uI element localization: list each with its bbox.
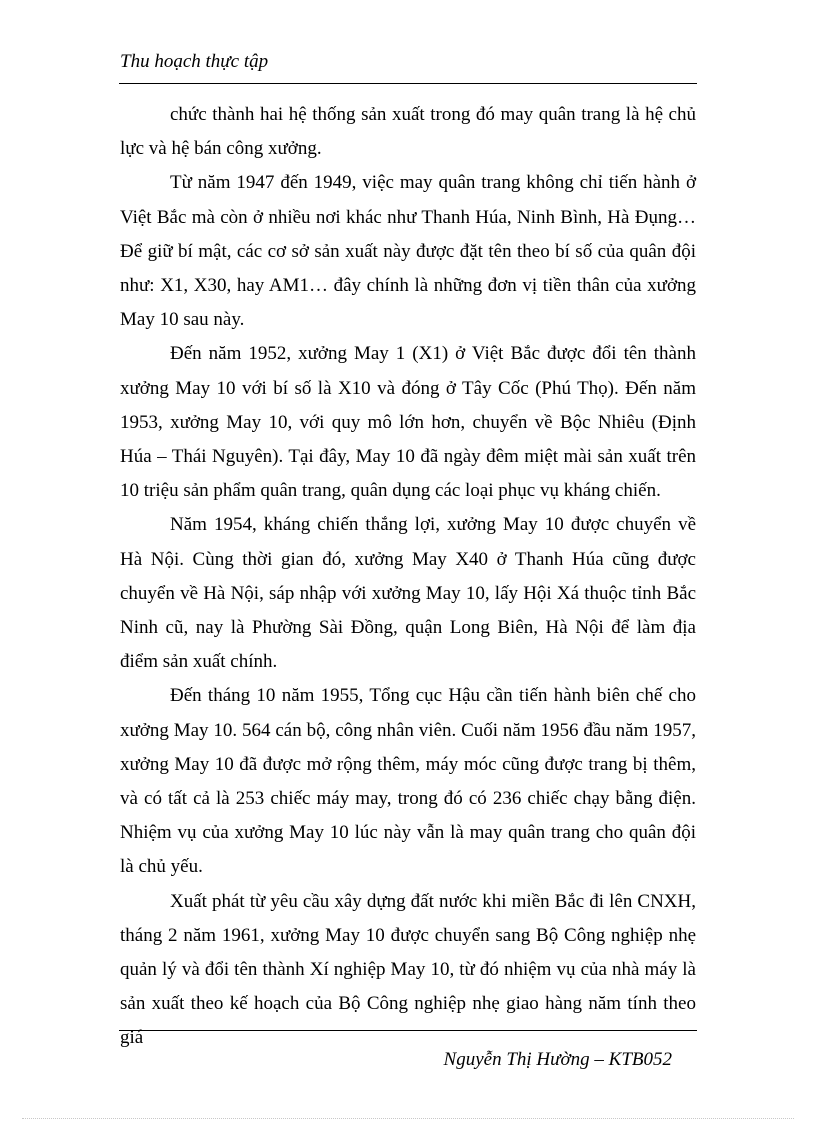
footer-divider — [119, 1030, 697, 1031]
footer-author: Nguyễn Thị Hường – KTB052 — [443, 1049, 672, 1070]
paragraph-1961: Xuất phát từ yêu cầu xây dựng đất nước khi miền Bắc đi lên CNXH, tháng 2 năm 1961, xưởng May 10 được chuyển sang Bộ Công nghiệp nhẹ quản lý và đổi tên thành Xí nghiệp May 10, từ đó nhiệm vụ của nhà máy là sản xuất theo kế hoạch của Bộ Công nghiệp nhẹ giao hàng năm tính theo giá — [120, 890, 696, 1049]
paragraph-1954: Năm 1954, kháng chiến thắng lợi, xưởng May 10 được chuyển về Hà Nội. Cùng thời gian đó, xưởng May X40 ở Thanh Húa cũng được chuyển về Hà Nội, sáp nhập với xưởng May 10, lấy Hội Xá thuộc tỉnh Bắc Ninh cũ, nay là Phường Sài Đồng, quận Long Biên, Hà Nội để làm địa điểm sản xuất chính. — [120, 514, 696, 673]
header-divider — [119, 83, 697, 84]
page-header-title: Thu hoạch thực tập — [120, 51, 269, 72]
paragraph-continued: chức thành hai hệ thống sản xuất trong đó may quân trang là hệ chủ lực và hệ bán công xưởng. — [120, 104, 696, 160]
document-body — [120, 98, 696, 1056]
paragraph-1947-1949: Từ năm 1947 đến 1949, việc may quân trang không chỉ tiến hành ở Việt Bắc mà còn ở nhiều nơi khác như Thanh Húa, Ninh Bình, Hà Đụng… Để giữ bí mật, các cơ sở sản xuất này được đặt tên theo bí số của quân đội như: X1, X30, hay AM1… đây chính là những đơn vị tiền thân của xưởng May 10 sau này. — [120, 172, 696, 331]
page-edge-divider — [22, 1118, 794, 1119]
paragraph-1952: Đến năm 1952, xưởng May 1 (X1) ở Việt Bắc được đổi tên thành xưởng May 10 với bí số là X10 và đóng ở Tây Cốc (Phú Thọ). Đến năm 1953, xưởng May 10, với quy mô lớn hơn, chuyển về Bộc Nhiêu (Định Húa – Thái Nguyên). Tại đây, May 10 đã ngày đêm miệt mài sản xuất trên 10 triệu sản phẩm quân trang, quân dụng các loại phục vụ kháng chiến. — [120, 343, 696, 502]
paragraph-1955: Đến tháng 10 năm 1955, Tổng cục Hậu cần tiến hành biên chế cho xưởng May 10. 564 cán bộ, công nhân viên. Cuối năm 1956 đầu năm 1957, xưởng May 10 đã được mở rộng thêm, máy móc cũng được trang bị thêm, và có tất cả là 253 chiếc máy may, trong đó có 236 chiếc chạy bằng điện. Nhiệm vụ của xưởng May 10 lúc này vẫn là may quân trang cho quân đội là chủ yếu. — [120, 685, 696, 878]
